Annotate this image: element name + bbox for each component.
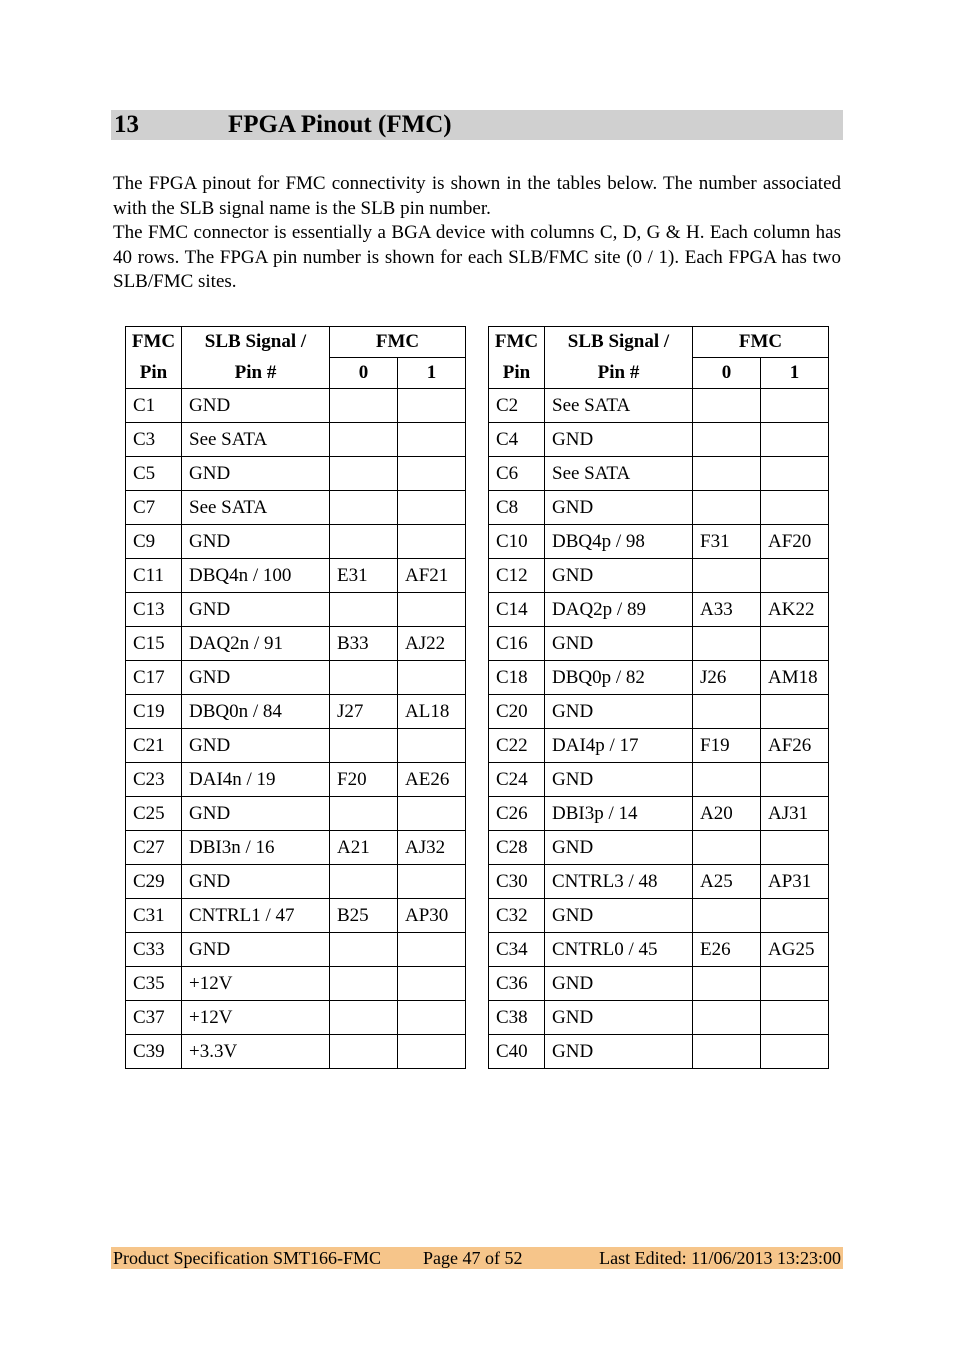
footer-page-number: Page 47 of 52 <box>423 1248 523 1268</box>
footer-last-edited: Last Edited: 11/06/2013 13:23:00 <box>599 1248 841 1268</box>
site0-cell: A33 <box>693 593 761 627</box>
signal-cell: GND <box>545 491 693 525</box>
table-row <box>489 423 829 457</box>
header-site-1: 1 <box>398 358 466 389</box>
site1-cell <box>398 593 466 627</box>
header-pin-number: Pin # <box>545 358 693 389</box>
signal-cell: GND <box>545 1001 693 1035</box>
table-header-row <box>126 358 466 389</box>
site1-cell <box>398 933 466 967</box>
header-fmc: FMC <box>330 327 466 358</box>
table-row <box>489 389 829 423</box>
page-footer <box>111 1247 843 1269</box>
signal-cell: CNTRL0 / 45 <box>545 933 693 967</box>
site0-cell <box>693 899 761 933</box>
signal-cell: GND <box>545 423 693 457</box>
pin-cell: C31 <box>126 899 182 933</box>
signal-cell: GND <box>182 729 330 763</box>
signal-cell: DAQ2n / 91 <box>182 627 330 661</box>
pin-cell: C3 <box>126 423 182 457</box>
pin-cell: C33 <box>126 933 182 967</box>
site1-cell <box>398 491 466 525</box>
signal-cell: GND <box>182 525 330 559</box>
site1-cell: AF20 <box>761 525 829 559</box>
site0-cell <box>330 1035 398 1069</box>
table-row <box>126 967 466 1001</box>
site1-cell: AJ31 <box>761 797 829 831</box>
signal-cell: GND <box>545 559 693 593</box>
footer-product: Product Specification SMT166-FMC <box>113 1248 381 1268</box>
signal-cell: DBI3n / 16 <box>182 831 330 865</box>
site1-cell <box>761 831 829 865</box>
signal-cell: DAQ2p / 89 <box>545 593 693 627</box>
table-row <box>489 831 829 865</box>
table-row <box>489 525 829 559</box>
site1-cell: AF21 <box>398 559 466 593</box>
table-row <box>489 967 829 1001</box>
site1-cell: AP31 <box>761 865 829 899</box>
site1-cell: AL18 <box>398 695 466 729</box>
site0-cell <box>693 763 761 797</box>
site0-cell: E26 <box>693 933 761 967</box>
pin-cell: C27 <box>126 831 182 865</box>
site0-cell <box>330 593 398 627</box>
site1-cell <box>761 423 829 457</box>
table-row <box>126 559 466 593</box>
pin-cell: C15 <box>126 627 182 661</box>
site1-cell <box>398 1001 466 1035</box>
table-row <box>489 729 829 763</box>
site1-cell <box>761 763 829 797</box>
section-number: 13 <box>114 111 139 138</box>
header-fmc: FMC <box>693 327 829 358</box>
site1-cell: AK22 <box>761 593 829 627</box>
signal-cell: CNTRL3 / 48 <box>545 865 693 899</box>
table-row <box>126 457 466 491</box>
site1-cell <box>761 491 829 525</box>
pin-cell: C16 <box>489 627 545 661</box>
site1-cell <box>398 457 466 491</box>
table-row <box>126 729 466 763</box>
pin-cell: C7 <box>126 491 182 525</box>
table-row <box>489 695 829 729</box>
site1-cell: AJ22 <box>398 627 466 661</box>
table-row <box>126 933 466 967</box>
site1-cell: AJ32 <box>398 831 466 865</box>
pin-cell: C36 <box>489 967 545 1001</box>
pinout-table-left <box>125 326 466 1069</box>
signal-cell: DAI4p / 17 <box>545 729 693 763</box>
site0-cell <box>330 491 398 525</box>
site0-cell <box>330 1001 398 1035</box>
signal-cell: GND <box>545 763 693 797</box>
header-site-0: 0 <box>693 358 761 389</box>
site1-cell <box>761 695 829 729</box>
pin-cell: C35 <box>126 967 182 1001</box>
pin-cell: C26 <box>489 797 545 831</box>
pin-cell: C14 <box>489 593 545 627</box>
table-header-row <box>489 327 829 358</box>
table-row <box>126 1035 466 1069</box>
site1-cell <box>398 865 466 899</box>
pin-cell: C1 <box>126 389 182 423</box>
pin-cell: C2 <box>489 389 545 423</box>
pin-cell: C12 <box>489 559 545 593</box>
site0-cell <box>330 797 398 831</box>
pin-cell: C22 <box>489 729 545 763</box>
pin-cell: C5 <box>126 457 182 491</box>
signal-cell: See SATA <box>182 423 330 457</box>
signal-cell: DBQ0p / 82 <box>545 661 693 695</box>
site1-cell: AF26 <box>761 729 829 763</box>
site1-cell <box>398 729 466 763</box>
site1-cell <box>398 423 466 457</box>
pin-cell: C29 <box>126 865 182 899</box>
pin-cell: C13 <box>126 593 182 627</box>
table-row <box>126 423 466 457</box>
site0-cell <box>693 627 761 661</box>
pin-cell: C24 <box>489 763 545 797</box>
signal-cell: GND <box>182 389 330 423</box>
site1-cell <box>761 457 829 491</box>
pin-cell: C28 <box>489 831 545 865</box>
site0-cell <box>330 729 398 763</box>
section-heading <box>111 110 843 140</box>
pin-cell: C8 <box>489 491 545 525</box>
header-slb-signal: SLB Signal / <box>545 327 693 358</box>
site1-cell <box>761 389 829 423</box>
table-row <box>489 593 829 627</box>
site0-cell <box>330 423 398 457</box>
table-row <box>489 1035 829 1069</box>
site1-cell <box>398 967 466 1001</box>
site0-cell: F31 <box>693 525 761 559</box>
header-pin-number: Pin # <box>182 358 330 389</box>
signal-cell: +3.3V <box>182 1035 330 1069</box>
site0-cell: B33 <box>330 627 398 661</box>
pin-cell: C10 <box>489 525 545 559</box>
intro-text <box>113 172 841 295</box>
pin-cell: C23 <box>126 763 182 797</box>
pin-cell: C17 <box>126 661 182 695</box>
signal-cell: See SATA <box>545 457 693 491</box>
site1-cell: AG25 <box>761 933 829 967</box>
pin-cell: C11 <box>126 559 182 593</box>
header-pin: Pin <box>489 358 545 389</box>
site0-cell <box>693 831 761 865</box>
site0-cell <box>330 967 398 1001</box>
site1-cell <box>761 1035 829 1069</box>
pin-cell: C39 <box>126 1035 182 1069</box>
signal-cell: GND <box>545 627 693 661</box>
signal-cell: DBQ0n / 84 <box>182 695 330 729</box>
signal-cell: DAI4n / 19 <box>182 763 330 797</box>
header-fmc-pin: FMC <box>489 327 545 358</box>
header-site-0: 0 <box>330 358 398 389</box>
site0-cell <box>693 559 761 593</box>
signal-cell: DBQ4p / 98 <box>545 525 693 559</box>
site1-cell <box>398 389 466 423</box>
pin-cell: C20 <box>489 695 545 729</box>
site1-cell: AM18 <box>761 661 829 695</box>
site0-cell <box>693 423 761 457</box>
signal-cell: DBI3p / 14 <box>545 797 693 831</box>
signal-cell: GND <box>545 695 693 729</box>
site0-cell: A25 <box>693 865 761 899</box>
pin-cell: C25 <box>126 797 182 831</box>
signal-cell: GND <box>545 1035 693 1069</box>
signal-cell: GND <box>182 933 330 967</box>
pin-cell: C30 <box>489 865 545 899</box>
table-row <box>126 899 466 933</box>
table-row <box>126 865 466 899</box>
header-site-1: 1 <box>761 358 829 389</box>
site0-cell <box>330 933 398 967</box>
site0-cell: F20 <box>330 763 398 797</box>
site1-cell <box>398 661 466 695</box>
table-row <box>126 525 466 559</box>
signal-cell: GND <box>182 661 330 695</box>
table-row <box>126 389 466 423</box>
site0-cell <box>693 1035 761 1069</box>
pin-cell: C4 <box>489 423 545 457</box>
table-row <box>489 457 829 491</box>
table-row <box>126 695 466 729</box>
header-slb-signal: SLB Signal / <box>182 327 330 358</box>
site0-cell: E31 <box>330 559 398 593</box>
site0-cell <box>693 1001 761 1035</box>
pinout-table-right <box>488 326 829 1069</box>
site0-cell <box>693 389 761 423</box>
signal-cell: +12V <box>182 967 330 1001</box>
pin-cell: C32 <box>489 899 545 933</box>
header-fmc-pin: FMC <box>126 327 182 358</box>
signal-cell: GND <box>545 831 693 865</box>
signal-cell: See SATA <box>182 491 330 525</box>
site0-cell <box>693 457 761 491</box>
signal-cell: DBQ4n / 100 <box>182 559 330 593</box>
table-row <box>489 559 829 593</box>
table-row <box>489 491 829 525</box>
table-row <box>126 831 466 865</box>
site1-cell <box>761 559 829 593</box>
table-row <box>126 593 466 627</box>
table-row <box>489 627 829 661</box>
site1-cell: AP30 <box>398 899 466 933</box>
table-header-row <box>489 358 829 389</box>
table-row <box>126 1001 466 1035</box>
table-row <box>489 899 829 933</box>
site0-cell <box>693 491 761 525</box>
table-row <box>126 763 466 797</box>
site0-cell <box>693 695 761 729</box>
signal-cell: GND <box>545 899 693 933</box>
table-row <box>126 627 466 661</box>
table-row <box>489 933 829 967</box>
site0-cell: A20 <box>693 797 761 831</box>
signal-cell: GND <box>182 593 330 627</box>
site1-cell: AE26 <box>398 763 466 797</box>
table-row <box>489 763 829 797</box>
site0-cell: J27 <box>330 695 398 729</box>
table-row <box>489 661 829 695</box>
intro-paragraph-1: The FPGA pinout for FMC connectivity is shown in the tables below. The number associated with the SLB signal name is the SLB pin number. <box>113 173 841 219</box>
pin-cell: C40 <box>489 1035 545 1069</box>
site0-cell <box>330 389 398 423</box>
site0-cell <box>330 525 398 559</box>
pin-cell: C37 <box>126 1001 182 1035</box>
signal-cell: +12V <box>182 1001 330 1035</box>
signal-cell: See SATA <box>545 389 693 423</box>
site1-cell <box>398 1035 466 1069</box>
site0-cell: F19 <box>693 729 761 763</box>
signal-cell: GND <box>182 797 330 831</box>
signal-cell: GND <box>545 967 693 1001</box>
site1-cell <box>761 967 829 1001</box>
table-row <box>126 661 466 695</box>
site1-cell <box>761 899 829 933</box>
intro-paragraph-2: The FMC connector is essentially a BGA device with columns C, D, G & H. Each column has 40 rows. The FPGA pin number is shown for each SLB/FMC site (0 / 1). Each FPGA has two SLB/FMC sites. <box>113 222 841 292</box>
signal-cell: CNTRL1 / 47 <box>182 899 330 933</box>
pin-cell: C18 <box>489 661 545 695</box>
table-row <box>489 1001 829 1035</box>
header-pin: Pin <box>126 358 182 389</box>
pin-cell: C38 <box>489 1001 545 1035</box>
table-row <box>126 491 466 525</box>
site1-cell <box>398 797 466 831</box>
site0-cell: B25 <box>330 899 398 933</box>
table-header-row <box>126 327 466 358</box>
table-row <box>126 797 466 831</box>
pin-cell: C9 <box>126 525 182 559</box>
pin-cell: C21 <box>126 729 182 763</box>
section-title: FPGA Pinout (FMC) <box>228 111 452 138</box>
signal-cell: GND <box>182 457 330 491</box>
site0-cell <box>330 457 398 491</box>
site1-cell <box>761 627 829 661</box>
table-row <box>489 865 829 899</box>
pin-cell: C6 <box>489 457 545 491</box>
signal-cell: GND <box>182 865 330 899</box>
site0-cell: J26 <box>693 661 761 695</box>
site1-cell <box>761 1001 829 1035</box>
site1-cell <box>398 525 466 559</box>
site0-cell <box>693 967 761 1001</box>
site0-cell <box>330 865 398 899</box>
table-row <box>489 797 829 831</box>
site0-cell <box>330 661 398 695</box>
pin-cell: C34 <box>489 933 545 967</box>
site0-cell: A21 <box>330 831 398 865</box>
pin-cell: C19 <box>126 695 182 729</box>
